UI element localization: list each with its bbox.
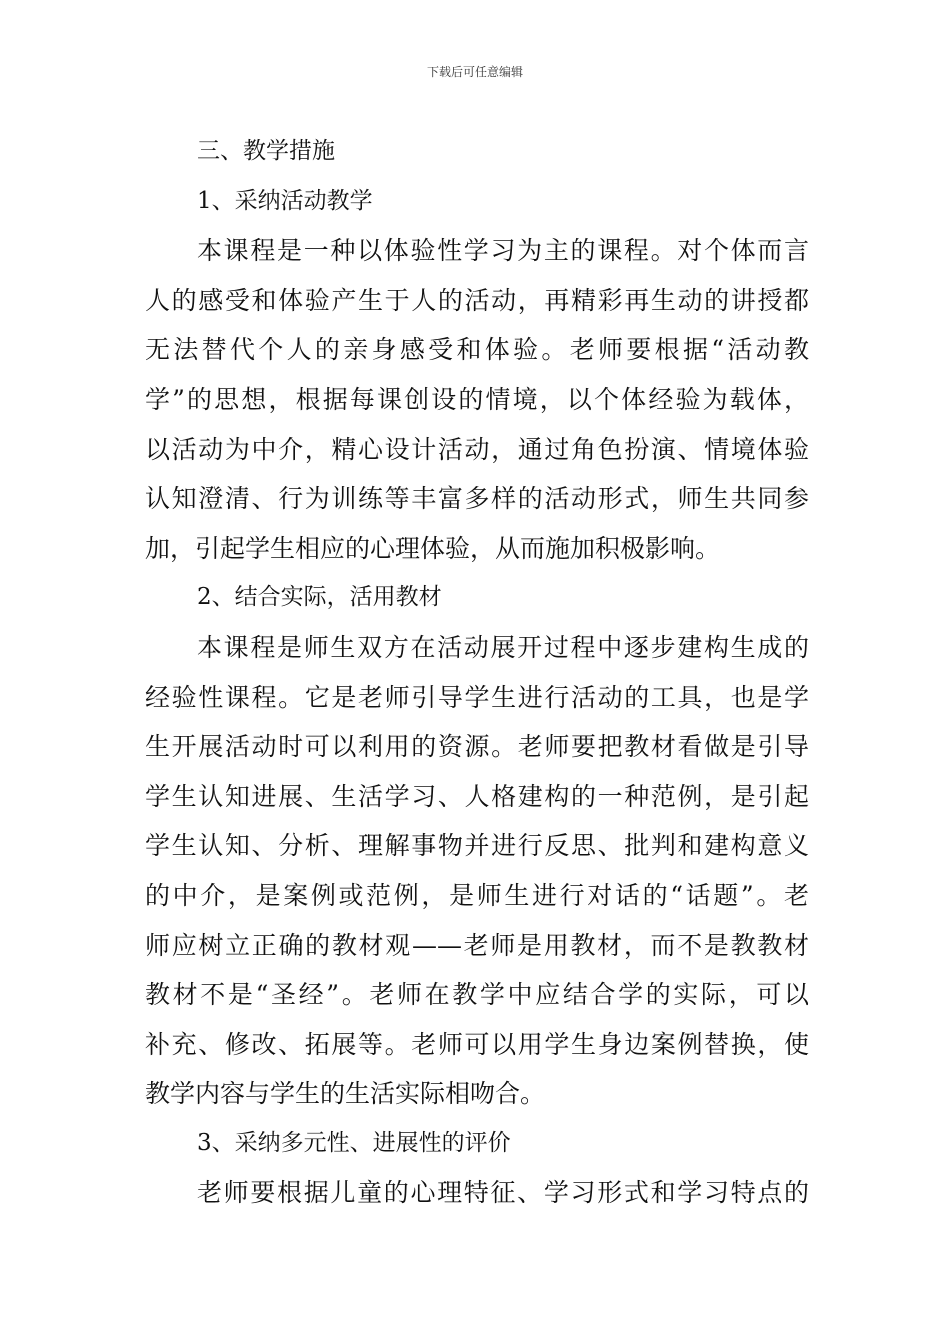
paragraph-line: 生开展活动时可以利用的资源。老师要把教材看做是引导 xyxy=(145,732,809,762)
paragraph-line: 经验性课程。它是老师引导学生进行活动的工具，也是学 xyxy=(145,682,809,712)
paragraph-line: 补充、修改、拓展等。老师可以用学生身边案例替换，使 xyxy=(145,1029,809,1059)
paragraph-line: 教学内容与学生的生活实际相吻合。 xyxy=(145,1079,546,1109)
paragraph-line: 老师要根据儿童的心理特征、学习形式和学习特点的 xyxy=(197,1178,809,1208)
paragraph-line: 学生认知进展、生活学习、人格建构的一种范例，是引起 xyxy=(145,781,809,811)
paragraph-line: 无法替代个人的亲身感受和体验。老师要根据“活动教 xyxy=(145,335,809,365)
paragraph-line: 教材不是“圣经”。老师在教学中应结合学的实际，可以 xyxy=(145,980,809,1010)
subsection-heading: 2、结合实际，活用教材 xyxy=(197,584,442,611)
subsection-heading: 3、采纳多元性、进展性的评价 xyxy=(197,1129,511,1156)
paragraph-line: 认知澄清、行为训练等丰富多样的活动形式，师生共同参 xyxy=(145,484,809,514)
paragraph-line: 学生认知、分析、理解事物并进行反思、批判和建构意义 xyxy=(145,831,809,861)
subsection-heading: 1、采纳活动教学 xyxy=(197,187,373,214)
paragraph-line: 以活动为中介，精心设计活动，通过角色扮演、情境体验 xyxy=(145,434,809,464)
paragraph-line: 本课程是师生双方在活动展开过程中逐步建构生成的 xyxy=(197,632,809,662)
paragraph-line: 加，引起学生相应的心理体验，从而施加积极影响。 xyxy=(145,533,721,563)
paragraph-line: 学”的思想，根据每课创设的情境，以个体经验为载体， xyxy=(145,384,809,414)
paragraph-line: 本课程是一种以体验性学习为主的课程。对个体而言 xyxy=(197,236,809,266)
paragraph-line: 师应树立正确的教材观——老师是用教材，而不是教教材 xyxy=(145,930,809,960)
document-body xyxy=(145,127,809,1218)
page-header-note: 下载后可任意编辑 xyxy=(426,65,523,79)
paragraph-line: 人的感受和体验产生于人的活动，再精彩再生动的讲授都 xyxy=(145,285,809,315)
section-heading: 三、教学措施 xyxy=(197,138,335,164)
paragraph-line: 的中介，是案例或范例，是师生进行对话的“话题”。老 xyxy=(145,880,809,910)
